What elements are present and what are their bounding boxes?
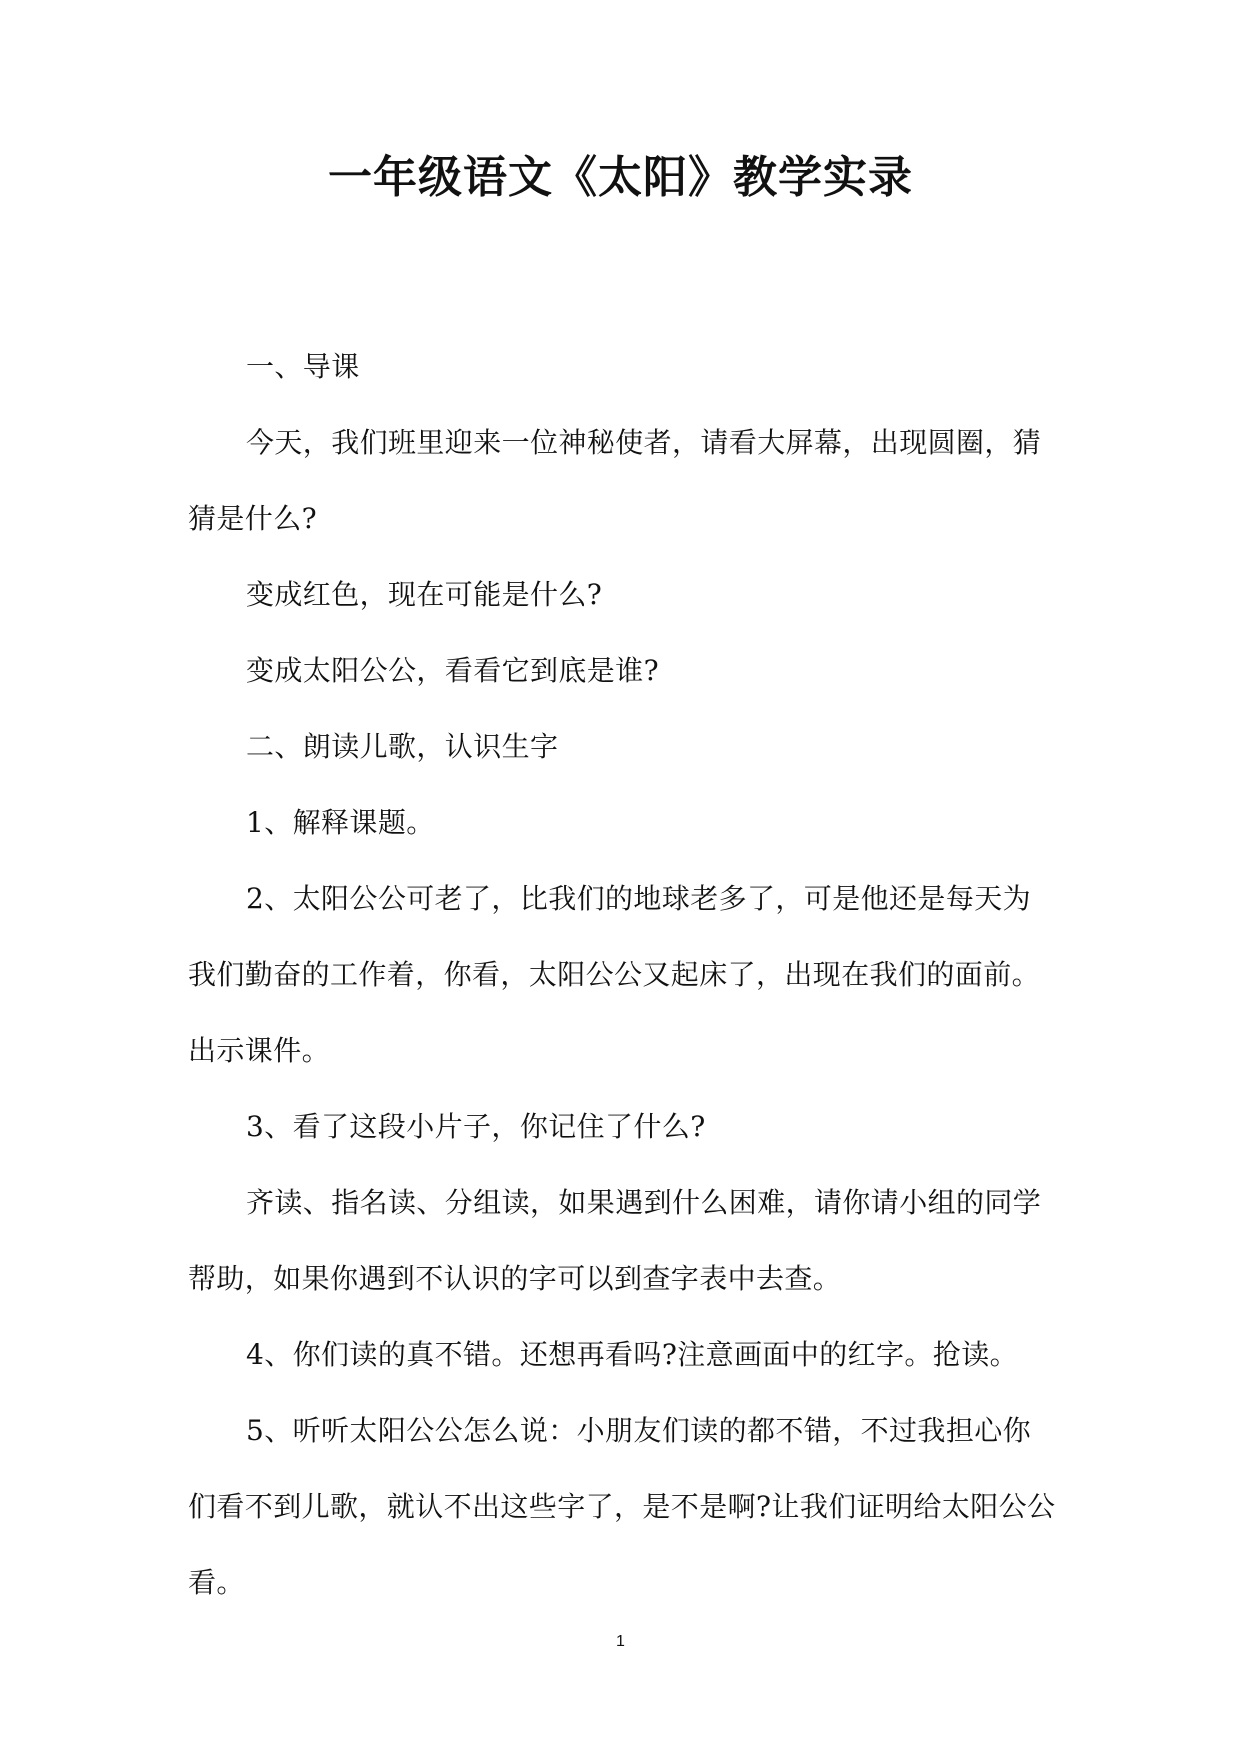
paragraph: 5、听听太阳公公怎么说：小朋友们读的都不错，不过我担心你们看不到儿歌，就认不出这些字了，是不是啊?让我们证明给太阳公公看。	[188, 1414, 1056, 1599]
page-number: 1	[616, 1633, 625, 1650]
paragraph: 变成红色，现在可能是什么?	[246, 578, 603, 611]
paragraph: 1、解释课题。	[246, 806, 435, 839]
paragraph: 2、太阳公公可老了，比我们的地球老多了，可是他还是每天为我们勤奋的工作着，你看，太阳公公又起床了，出现在我们的面前。出示课件。	[188, 882, 1041, 1067]
paragraph: 二、朗读儿歌，认识生字	[246, 730, 559, 763]
paragraph: 3、看了这段小片子，你记住了什么?	[246, 1110, 706, 1143]
paragraph: 一、导课	[246, 350, 360, 383]
paragraph: 4、你们读的真不错。还想再看吗?注意画面中的红字。抢读。	[246, 1338, 1019, 1371]
document-title: 一年级语文《太阳》教学实录	[328, 152, 913, 203]
paragraph: 齐读、指名读、分组读，如果遇到什么困难，请你请小组的同学帮助，如果你遇到不认识的字可以到查字表中去查。	[188, 1186, 1042, 1295]
paragraph: 变成太阳公公，看看它到底是谁?	[246, 654, 660, 687]
paragraph: 今天，我们班里迎来一位神秘使者，请看大屏幕，出现圆圈，猜猜是什么?	[188, 426, 1042, 535]
